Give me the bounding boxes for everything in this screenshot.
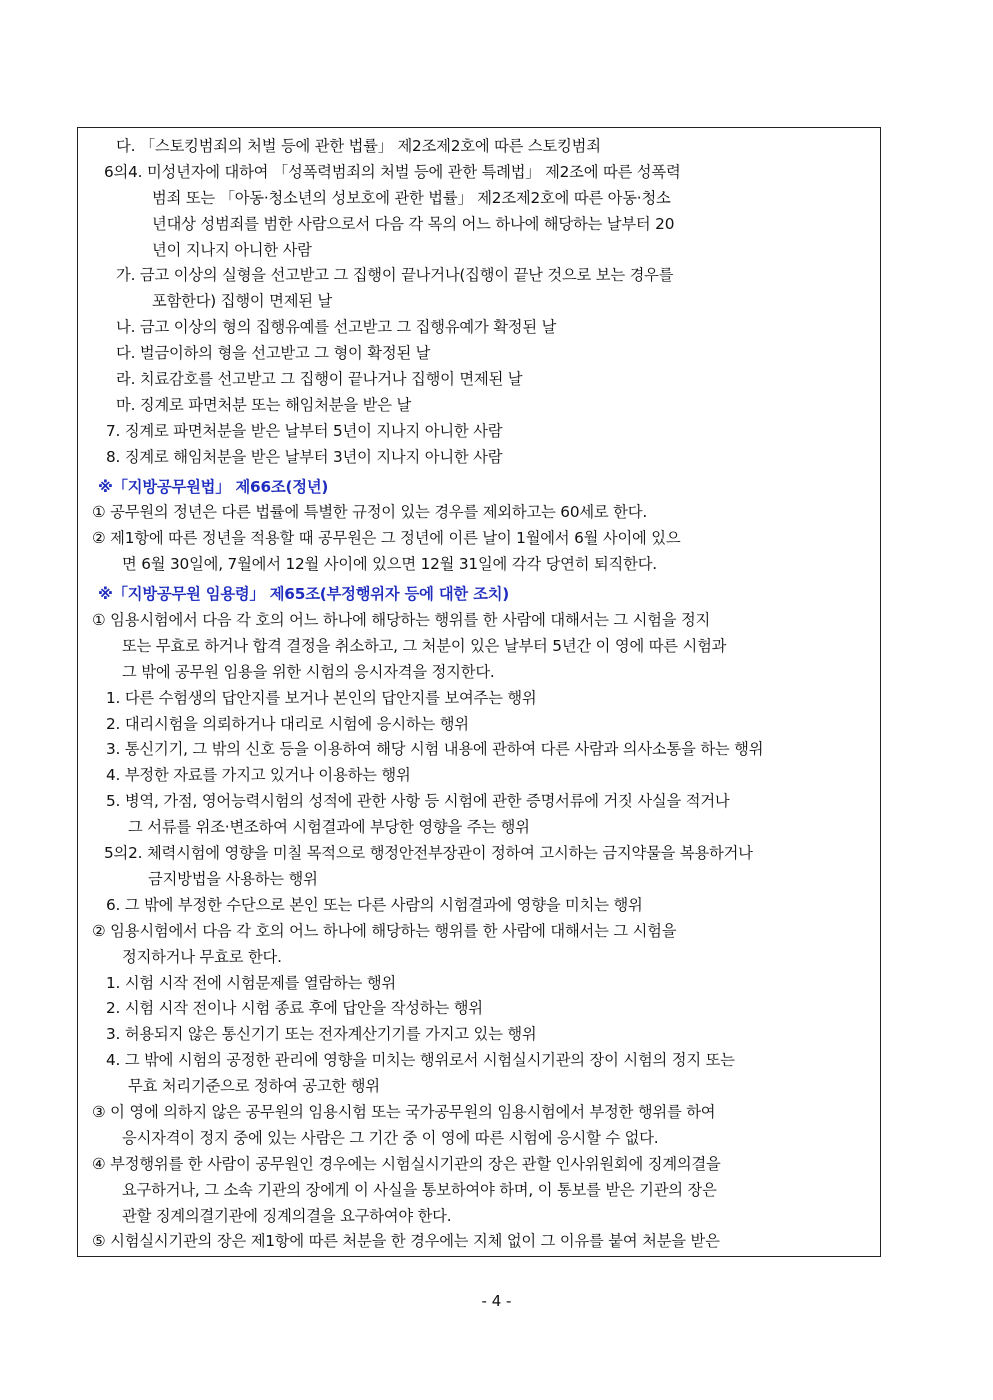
- page-number: - 4 -: [481, 1292, 512, 1310]
- section-heading-article-66: ※「지방공무원법」 제66조(정년): [98, 477, 329, 496]
- section-heading-article-65: ※「지방공무원 임용령」 제65조(부정행위자 등에 대한 조치): [98, 585, 510, 604]
- text-line: ① 공무원의 정년은 다른 법률에 특별한 규정이 있는 경우를 제외하고는 60세로 한다.: [92, 503, 647, 522]
- text-line: 가. 금고 이상의 실형을 선고받고 그 집행이 끝나거나(집행이 끝난 것으로 보는 경우를: [116, 266, 674, 285]
- text-line: 또는 무효로 하거나 합격 결정을 취소하고, 그 처분이 있은 날부터 5년간 이 영에 따른 시험과: [122, 636, 727, 655]
- text-line: ④ 부정행위를 한 사람이 공무원인 경우에는 시험실시기관의 장은 관할 인사위원회에 징계의결을: [92, 1154, 721, 1173]
- text-line: 6. 그 밖에 부정한 수단으로 본인 또는 다른 사람의 시험결과에 영향을 미치는 행위: [106, 895, 643, 914]
- text-line: 7. 징계로 파면처분을 받은 날부터 5년이 지나지 아니한 사람: [106, 421, 503, 440]
- text-line: 범죄 또는 「아동·청소년의 성보호에 관한 법률」 제2조제2호에 따른 아동·청소: [152, 188, 671, 207]
- law-text-box: [77, 127, 881, 1257]
- text-line: ① 임용시험에서 다음 각 호의 어느 하나에 해당하는 행위를 한 사람에 대해서는 그 시험을 정지: [92, 611, 711, 630]
- text-line: ② 제1항에 따른 정년을 적용할 때 공무원은 그 정년에 이른 날이 1월에서 6월 사이에 있으: [92, 529, 681, 548]
- text-line: 4. 부정한 자료를 가지고 있거나 이용하는 행위: [106, 766, 411, 785]
- text-line: 3. 허용되지 않은 통신기기 또는 전자계산기기를 가지고 있는 행위: [106, 1025, 537, 1044]
- text-line: 정지하거나 무효로 한다.: [122, 947, 282, 966]
- text-line: 그 밖에 공무원 임용을 위한 시험의 응시자격을 정지한다.: [122, 662, 495, 681]
- text-line: ② 임용시험에서 다음 각 호의 어느 하나에 해당하는 행위를 한 사람에 대해서는 그 시험을: [92, 921, 677, 940]
- text-line: 년대상 성범죄를 범한 사람으로서 다음 각 목의 어느 하나에 해당하는 날부터 20: [152, 214, 675, 233]
- text-line: 4. 그 밖에 시험의 공정한 관리에 영향을 미치는 행위로서 시험실시기관의 장이 시험의 정지 또는: [106, 1051, 735, 1070]
- text-line: 포함한다) 집행이 면제된 날: [152, 292, 333, 311]
- text-line: 2. 대리시험을 의뢰하거나 대리로 시험에 응시하는 행위: [106, 714, 469, 733]
- text-line: 무효 처리기준으로 정하여 공고한 행위: [128, 1077, 380, 1096]
- text-line: 관할 징계의결기관에 징계의결을 요구하여야 한다.: [122, 1206, 452, 1225]
- text-line: ⑤ 시험실시기관의 장은 제1항에 따른 처분을 한 경우에는 지체 없이 그 이유를 붙여 처분을 받은: [92, 1232, 720, 1251]
- text-line: 8. 징계로 해임처분을 받은 날부터 3년이 지나지 아니한 사람: [106, 447, 503, 466]
- text-line: 1. 시험 시작 전에 시험문제를 열람하는 행위: [106, 973, 396, 992]
- text-line: 1. 다른 수험생의 답안지를 보거나 본인의 답안지를 보여주는 행위: [106, 688, 537, 707]
- text-line: 6의4. 미성년자에 대하여 「성폭력범죄의 처벌 등에 관한 특례법」 제2조에 따른 성폭력: [104, 162, 681, 181]
- text-line: 5의2. 체력시험에 영향을 미칠 목적으로 행정안전부장관이 정하여 고시하는 금지약물을 복용하거나: [104, 844, 753, 863]
- text-line: 마. 징계로 파면처분 또는 해임처분을 받은 날: [116, 395, 412, 414]
- text-line: ③ 이 영에 의하지 않은 공무원의 임용시험 또는 국가공무원의 임용시험에서 부정한 행위를 하여: [92, 1102, 716, 1121]
- text-line: 응시자격이 정지 중에 있는 사람은 그 기간 중 이 영에 따른 시험에 응시할 수 없다.: [122, 1128, 659, 1147]
- text-line: 2. 시험 시작 전이나 시험 종료 후에 답안을 작성하는 행위: [106, 999, 483, 1018]
- text-line: 년이 지나지 아니한 사람: [152, 240, 312, 259]
- text-line: 라. 치료감호를 선고받고 그 집행이 끝나거나 집행이 면제된 날: [116, 370, 523, 389]
- text-line: 5. 병역, 가점, 영어능력시험의 성적에 관한 사항 등 시험에 관한 증명서류에 거짓 사실을 적거나: [106, 792, 730, 811]
- text-line: 금지방법을 사용하는 행위: [148, 869, 318, 888]
- text-line: 그 서류를 위조·변조하여 시험결과에 부당한 영향을 주는 행위: [128, 818, 530, 837]
- text-line: 다. 벌금이하의 형을 선고받고 그 형이 확정된 날: [116, 344, 431, 363]
- text-line: 3. 통신기기, 그 밖의 신호 등을 이용하여 해당 시험 내용에 관하여 다른 사람과 의사소통을 하는 행위: [106, 740, 764, 759]
- text-line: 면 6월 30일에, 7월에서 12월 사이에 있으면 12월 31일에 각각 당연히 퇴직한다.: [122, 555, 657, 574]
- text-line: 다. 「스토킹범죄의 처벌 등에 관한 법률」 제2조제2호에 따른 스토킹범죄: [116, 137, 601, 155]
- text-line: 요구하거나, 그 소속 기관의 장에게 이 사실을 통보하여야 하며, 이 통보를 받은 기관의 장은: [122, 1180, 717, 1199]
- text-line: 나. 금고 이상의 형의 집행유예를 선고받고 그 집행유예가 확정된 날: [116, 318, 557, 337]
